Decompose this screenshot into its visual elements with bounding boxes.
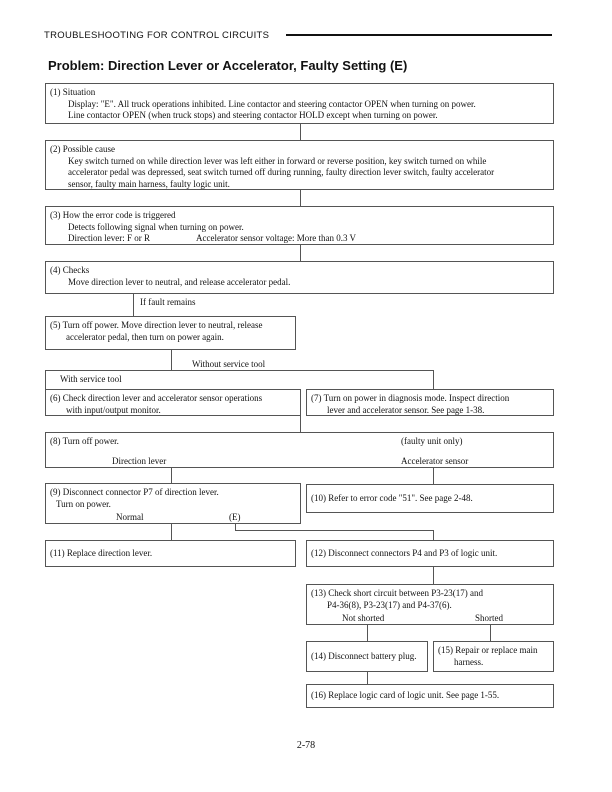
section-header: TROUBLESHOOTING FOR CONTROL CIRCUITS — [44, 30, 270, 41]
connector-line — [300, 190, 301, 206]
step-13-branch-shorted: Shorted — [475, 613, 503, 623]
step-13-line-1: (13) Check short circuit between P3-23(17) and — [311, 588, 483, 598]
step-5-power-cycle — [45, 316, 296, 350]
step-5-line-1: (5) Turn off power. Move direction lever to neutral, release — [50, 320, 263, 330]
step-6-line-1: (6) Check direction lever and accelerator sensor operations — [50, 393, 263, 403]
page-title: Problem: Direction Lever or Accelerator, Faulty Setting (E) — [48, 58, 408, 73]
step-5-line-2: accelerator pedal, then turn on power again. — [66, 331, 224, 342]
connector-line — [171, 524, 172, 540]
step-9-line-1: (9) Disconnect connector P7 of direction lever. — [50, 487, 219, 497]
connector-line — [300, 245, 301, 261]
step-1-line-1: Display: "E". All truck operations inhibited. Line contactor and steering contactor OPEN when turning on power. — [68, 98, 476, 109]
step-9-disconnect-p7 — [45, 483, 301, 524]
step-8-branch-direction-lever: Direction lever — [112, 456, 167, 466]
step-10-line-1: (10) Refer to error code "51". See page 2-48. — [311, 493, 473, 503]
connector-line — [367, 625, 368, 641]
step-11-replace-direction-lever — [45, 540, 296, 567]
connector-line — [433, 530, 434, 540]
connector-line — [300, 124, 301, 140]
step-4-heading: (4) Checks — [50, 265, 90, 275]
step-8-line-1: (8) Turn off power. — [50, 436, 119, 446]
step-9-branch-normal: Normal — [116, 512, 144, 522]
step-8-branch-accelerator-sensor: Accelerator sensor — [401, 456, 469, 466]
step-12-disconnect-p4-p3 — [306, 540, 554, 567]
step-3-voltage-condition: Accelerator sensor voltage: More than 0.3 V — [196, 233, 357, 243]
step-9-branch-e: (E) — [229, 512, 241, 522]
step-2-possible-cause — [45, 140, 554, 190]
header-rule — [286, 34, 552, 36]
connector-line — [433, 370, 434, 389]
branch-without-service-tool: Without service tool — [192, 359, 266, 369]
step-7-line-2: lever and accelerator sensor. See page 1-38. — [327, 404, 485, 415]
step-3-direction-condition: Direction lever: F or R — [68, 233, 150, 243]
step-1-heading: (1) Situation — [50, 87, 96, 97]
step-16-line-1: (16) Replace logic card of logic unit. See page 1-55. — [311, 690, 500, 700]
step-16-replace-logic-card — [306, 684, 554, 708]
step-8-faulty-unit-note: (faulty unit only) — [401, 436, 463, 446]
step-6-line-2: with input/output monitor. — [66, 404, 161, 415]
step-3-line-2 — [50, 233, 549, 245]
step-7-diagnosis-mode — [306, 389, 554, 416]
step-6-io-monitor — [45, 389, 301, 416]
step-13-check-short-circuit — [306, 584, 554, 625]
step-13-branch-not-shorted: Not shorted — [342, 613, 385, 623]
connector-line — [45, 370, 46, 389]
step-4-checks — [45, 261, 554, 294]
step-15-line-2: harness. — [454, 656, 484, 667]
connector-line — [133, 294, 134, 316]
step-12-line-1: (12) Disconnect connectors P4 and P3 of logic unit. — [311, 548, 498, 558]
step-2-heading: (2) Possible cause — [50, 144, 115, 154]
step-13-line-2: P4-36(8), P3-23(17) and P4-37(6). — [327, 599, 452, 610]
branch-if-fault-remains: If fault remains — [140, 297, 196, 307]
connector-line — [433, 567, 434, 584]
step-11-line-1: (11) Replace direction lever. — [50, 548, 153, 558]
step-14-disconnect-battery — [306, 641, 428, 672]
connector-line — [171, 350, 172, 370]
connector-line — [45, 370, 434, 371]
step-2-line-1: Key switch turned on while direction lever was left either in forward or reverse position, key switch turned on while — [68, 155, 487, 166]
step-15-line-1: (15) Repair or replace main — [438, 645, 538, 655]
step-3-line-1: Detects following signal when turning on power. — [68, 221, 244, 232]
step-2-line-2: accelerator pedal was depressed, seat switch turned off during running, faulty direction lever switch, faulty accelerator — [68, 167, 495, 177]
page-number: 2-78 — [296, 740, 316, 751]
connector-line — [300, 416, 301, 432]
step-1-situation — [45, 83, 554, 124]
step-3-heading: (3) How the error code is triggered — [50, 210, 176, 220]
connector-line — [171, 468, 172, 483]
step-4-line-1: Move direction lever to neutral, and release accelerator pedal. — [68, 276, 291, 287]
step-7-line-1: (7) Turn on power in diagnosis mode. Inspect direction — [311, 393, 510, 403]
step-10-refer-error-51 — [306, 484, 554, 513]
step-1-line-2: Line contactor OPEN (when truck stops) and steering contactor HOLD except when turning on power. — [68, 110, 438, 120]
step-3-trigger — [45, 206, 554, 245]
branch-with-service-tool: With service tool — [60, 374, 122, 384]
connector-line — [490, 625, 491, 641]
connector-line — [235, 530, 433, 531]
step-14-line-1: (14) Disconnect battery plug. — [311, 651, 417, 661]
step-2-line-3: sensor, faulty main harness, faulty logic unit. — [68, 178, 230, 189]
step-8-turn-off-power — [45, 432, 554, 468]
connector-line — [367, 672, 368, 684]
step-9-line-2: Turn on power. — [56, 498, 111, 509]
step-15-repair-harness — [433, 641, 554, 672]
connector-line — [433, 468, 434, 484]
